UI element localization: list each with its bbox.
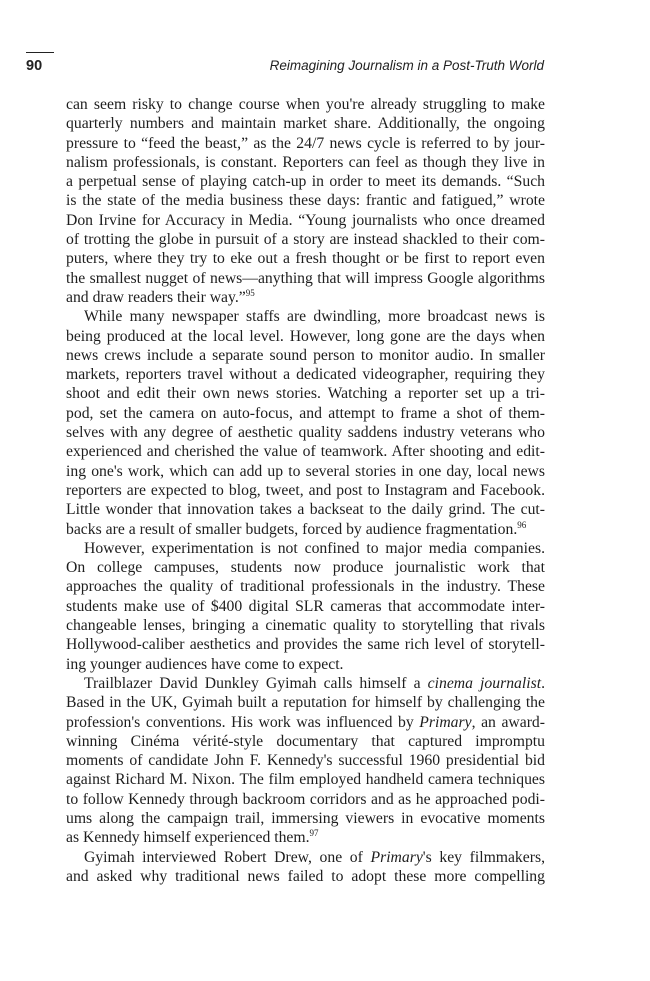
- text-line-content: shoot and edit their own news stories. Watching a reporter set up a tri-: [66, 385, 545, 403]
- text-line: [66, 249, 545, 268]
- text-line: [66, 423, 545, 442]
- text-line-content: students make use of $400 digital SLR cameras that accommodate inter-: [66, 597, 545, 615]
- text-line: [66, 365, 545, 384]
- text-line-content: to follow Kennedy through backroom corridors and as he approached podi-: [66, 790, 545, 808]
- text-line-content: While many newspaper staffs are dwindling, more broadcast news is: [84, 308, 545, 326]
- text-line: [66, 751, 545, 770]
- header-rule: [26, 52, 54, 53]
- text-line-content: as Kennedy himself experienced them.: [66, 829, 310, 847]
- text-line: [66, 655, 545, 674]
- text-line: [66, 95, 545, 114]
- body-text: [66, 95, 545, 886]
- text-line: [66, 307, 545, 326]
- text-line-content: markets, reporters travel without a dedicated videographer, requiring they: [66, 366, 545, 384]
- text-line: [66, 790, 545, 809]
- text-line-content: quarterly numbers and maintain market share. Additionally, the ongoing: [66, 115, 545, 133]
- text-line: [66, 153, 545, 172]
- text-line: [66, 481, 545, 500]
- text-line: [66, 500, 545, 519]
- text-line-content: can seem risky to change course when you're already struggling to make: [66, 96, 545, 113]
- text-line: [66, 674, 545, 693]
- text-line-content: backs are a result of smaller budgets, forced by audience fragmentation.: [66, 520, 518, 538]
- text-line: [66, 635, 545, 654]
- text-line: [66, 616, 545, 635]
- text-line: [66, 288, 545, 307]
- text-line-content: approaches the quality of traditional professionals in the industry. These: [66, 578, 545, 596]
- text-line-content: ums along the campaign trail, immersing viewers in evocative moments: [66, 809, 545, 827]
- text-line: [66, 462, 545, 481]
- text-line: [66, 770, 545, 789]
- text-line: [66, 327, 545, 346]
- text-line-content: Based in the UK, Gyimah built a reputation for himself by challenging the: [66, 694, 545, 712]
- text-line: [66, 230, 545, 249]
- text-line: [66, 867, 545, 886]
- text-line-content: Little wonder that innovation takes a backseat to the daily grind. The cut-: [66, 501, 545, 519]
- text-line-content: pressure to “feed the beast,” as the 24/7 news cycle is referred to by jour-: [66, 134, 545, 152]
- italic-title: Primary: [419, 713, 472, 731]
- text-line-content: pod, set the camera on auto-focus, and attempt to frame a shot of them-: [66, 404, 545, 422]
- text-line: [66, 191, 545, 210]
- text-line-content: ing younger audiences have come to expect.: [66, 655, 344, 673]
- text-line-content: Don Irvine for Accuracy in Media. “Young journalists who once dreamed: [66, 211, 545, 229]
- footnote-reference: 96: [517, 519, 527, 530]
- text-line: [66, 114, 545, 133]
- text-line: [66, 404, 545, 423]
- text-line: [66, 713, 545, 732]
- italic-title: cinema journalist: [427, 674, 542, 692]
- text-line-content: news crews include a separate sound person to monitor audio. In smaller: [66, 346, 545, 364]
- text-line: [66, 809, 545, 828]
- text-line-content: profession's conventions. His work was influenced by: [66, 713, 420, 731]
- text-line-content: being produced at the local level. However, long gone are the days when: [66, 327, 545, 345]
- text-line: [66, 346, 545, 365]
- italic-title: Primary: [370, 848, 423, 866]
- text-line-content: moments of candidate John F. Kennedy's successful 1960 presidential bid: [66, 752, 545, 770]
- page-number: 90: [26, 58, 43, 74]
- text-line-content: puters, where they try to eke out a fresh thought or be first to report even: [66, 250, 545, 268]
- text-line: [66, 384, 545, 403]
- text-line-content: Trailblazer David Dunkley Gyimah calls himself a: [84, 674, 428, 692]
- text-line: [66, 577, 545, 596]
- text-line-tail: , an award-: [471, 713, 545, 731]
- text-line-content: experienced and cherished the value of teamwork. After shooting and edit-: [66, 443, 545, 461]
- text-line-content: against Richard M. Nixon. The film employed handheld camera techniques: [66, 771, 545, 789]
- text-line-tail: .: [541, 674, 546, 692]
- footnote-reference: 95: [245, 287, 255, 298]
- text-line: [66, 442, 545, 461]
- text-line: [66, 558, 545, 577]
- text-line-content: a perpetual sense of playing catch-up in order to meet its demands. “Such: [66, 173, 545, 191]
- text-line-content: ing one's work, which can add up to several stories in one day, local news: [66, 462, 545, 480]
- text-line: [66, 134, 545, 153]
- text-line: [66, 732, 545, 751]
- text-line-content: winning Cinéma vérité-style documentary that captured impromptu: [66, 732, 545, 750]
- text-line: [66, 597, 545, 616]
- text-line-content: On college campuses, students now produce journalistic work that: [66, 559, 545, 577]
- running-title: Reimagining Journalism in a Post-Truth World: [269, 58, 544, 73]
- text-line-content: and asked why traditional news failed to adopt these more compelling: [66, 867, 545, 885]
- text-line: [66, 539, 545, 558]
- text-line-content: is the state of the media business these days: frantic and fatigued,” wrote: [66, 192, 545, 210]
- text-line-content: However, experimentation is not confined to major media companies.: [84, 539, 545, 557]
- text-line: [66, 211, 545, 230]
- text-line-tail: 's key filmmakers,: [422, 848, 545, 866]
- text-line: [66, 693, 545, 712]
- text-line-content: of trotting the globe in pursuit of a story are instead shackled to their com-: [66, 231, 545, 249]
- text-line-content: changeable lenses, bringing a cinematic quality to storytelling that rivals: [66, 617, 545, 635]
- footnote-reference: 97: [309, 828, 319, 839]
- text-line: [66, 172, 545, 191]
- text-line-content: and draw readers their way.”: [66, 288, 246, 306]
- text-line: [66, 848, 545, 867]
- text-line-content: reporters are expected to blog, tweet, and post to Instagram and Facebook.: [66, 481, 545, 499]
- text-line-content: selves with any degree of aesthetic quality saddens industry veterans who: [66, 424, 545, 442]
- text-line-content: Gyimah interviewed Robert Drew, one of: [84, 848, 371, 866]
- text-line-content: the smallest nugget of news—anything that will impress Google algorithms: [66, 269, 545, 287]
- text-line: [66, 828, 545, 847]
- text-line: [66, 520, 545, 539]
- text-line-content: nalism professionals, is constant. Reporters can feel as though they live in: [66, 153, 545, 171]
- text-line-content: Hollywood-caliber aesthetics and provides the same rich level of storytell-: [66, 636, 545, 654]
- text-line: [66, 269, 545, 288]
